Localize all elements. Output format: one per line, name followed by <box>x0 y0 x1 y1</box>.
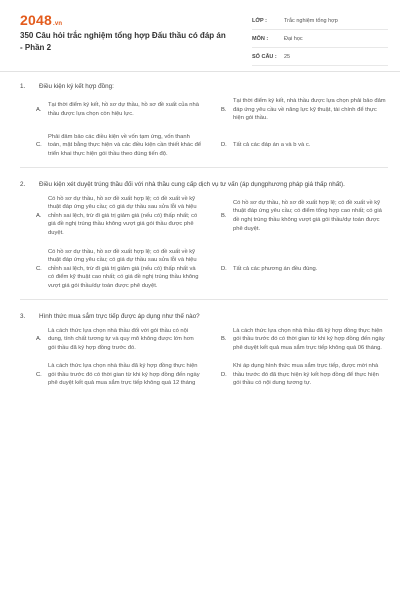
answer-options <box>20 327 388 389</box>
option-text: Tất cả các đáp án a và b và c. <box>233 142 311 149</box>
answer-options <box>20 97 388 159</box>
option-text: Khi áp dụng hình thức mua sắm trực tiếp, được mời nhà thầu trước đó đã thực hiện ký kết hợp đồng để thực hiện gói thầu có nội dung tương tự. <box>233 363 379 387</box>
option-c[interactable] <box>36 248 203 291</box>
meta-value: Đại học <box>284 35 303 42</box>
option-letter: B. <box>221 212 227 219</box>
option-a[interactable] <box>36 97 203 123</box>
logo-suffix: .vn <box>52 21 63 27</box>
option-d[interactable] <box>221 133 388 159</box>
question-2 <box>20 180 388 300</box>
option-text: Có hồ sơ dự thầu, hồ sơ đề xuất hợp lệ; có đề xuất về kỹ thuật đáp ứng yêu cầu; có điểm tổng hợp cao nhất; có giá đề nghị trúng thầu không vượt giá gói thầu/dự toán được phê duyệt. <box>233 199 382 232</box>
divider <box>20 167 388 168</box>
question-list <box>20 82 388 396</box>
option-a[interactable] <box>36 195 203 238</box>
option-letter: B. <box>221 336 227 343</box>
option-letter: C. <box>36 265 42 272</box>
meta-row-subject <box>252 30 388 48</box>
option-text: Phải đảm bảo các điều kiện về vốn tạm ứng, vốn thanh toán, mặt bằng thực hiện và các điều kiện cần thiết khác để triển khai thực hiện gói thầu theo đúng tiến độ. <box>48 133 202 157</box>
question-header <box>20 312 388 321</box>
meta-row-class <box>252 12 388 30</box>
meta-key: LỚP : <box>252 17 267 24</box>
document-title: 350 Câu hỏi trắc nghiệm tổng hợp Đấu thầu có đáp án - Phần 2 <box>20 31 226 52</box>
option-c[interactable] <box>36 133 203 159</box>
option-letter: D. <box>221 371 227 378</box>
option-b[interactable] <box>221 327 388 353</box>
question-text: Điều kiện xét duyệt trúng thầu đối với nhà thầu cung cấp dịch vụ tư vấn (áp dụngphương pháp giá thấp nhất). <box>39 180 345 188</box>
question-3 <box>20 312 388 389</box>
option-d[interactable] <box>221 362 388 388</box>
option-text: Là cách thức lựa chọn nhà thầu đối với gói thầu có nội dung, tính chất tương tự và quy mô không được lớn hơn gói thầu đã ký hợp đồng trước đó. <box>48 327 194 351</box>
meta-key: MÔN : <box>252 35 269 42</box>
site-logo[interactable] <box>20 12 62 28</box>
option-letter: C. <box>36 371 42 378</box>
option-d[interactable] <box>221 248 388 291</box>
question-1 <box>20 82 388 168</box>
option-text: Là cách thức lựa chọn nhà thầu đã ký hợp đồng thực hiện gói thầu trước đó có thời gian từ khi ký hợp đồng đến ngày phê duyệt kết quả mua sắm trực tiếp không quá 12 tháng <box>48 363 200 387</box>
meta-key: SỐ CÂU : <box>252 53 277 60</box>
meta-value: 25 <box>284 53 291 60</box>
answer-options <box>20 195 388 291</box>
meta-row-question-count <box>252 48 388 66</box>
option-text: Tất cả các phương án đều đúng. <box>233 265 318 272</box>
question-text: Hình thức mua sắm trực tiếp được áp dụng như thế nào? <box>39 312 200 320</box>
option-letter: D. <box>221 265 227 272</box>
logo-main: 2048 <box>20 12 52 28</box>
option-letter: B. <box>221 106 227 113</box>
document-header <box>0 0 400 72</box>
divider <box>20 299 388 300</box>
option-b[interactable] <box>221 97 388 123</box>
meta-value: Trắc nghiệm tổng hợp <box>284 17 338 24</box>
option-text: Có hồ sơ dự thầu, hồ sơ đề xuất hợp lệ; có đề xuất về kỹ thuật đáp ứng yêu cầu; có giá dự thầu sau sửa lỗi và hiệu chỉnh sai lệch, trừ đi giá trị giảm giá (nếu có) thấp nhất và có điểm kỹ thuật cao nhất; có giá đề nghị trúng thầu không vượt giá gói thầu/dự toán được phê duyệt. <box>48 248 199 289</box>
question-number: 3. <box>20 312 26 320</box>
question-header <box>20 180 388 189</box>
option-c[interactable] <box>36 362 203 388</box>
option-text: Tại thời điểm ký kết, hồ sơ dự thầu, hồ sơ đề xuất của nhà thầu được lựa chọn còn hiệu lực. <box>48 102 199 117</box>
option-letter: A. <box>36 212 42 219</box>
question-number: 1. <box>20 83 26 90</box>
question-header <box>20 82 388 91</box>
option-letter: A. <box>36 106 42 113</box>
option-a[interactable] <box>36 327 203 353</box>
option-letter: D. <box>221 142 227 149</box>
option-text: Là cách thức lựa chọn nhà thầu đã ký hợp đồng thực hiện gói thầu trước đó có thời gian từ khi ký hợp đồng đến ngày phê duyệt kết quả mua sắm trực tiếp không quá 06 tháng. <box>233 327 385 351</box>
question-text: Điều kiện ký kết hợp đồng: <box>39 83 114 90</box>
option-letter: C. <box>36 142 42 149</box>
question-number: 2. <box>20 180 26 188</box>
option-text: Tại thời điểm ký kết, nhà thầu được lựa chọn phải bảo đảm đáp ứng yêu cầu về năng lực kỹ thuật, tài chính để thực hiện gói thầu. <box>233 98 386 122</box>
option-text: Có hồ sơ dự thầu, hồ sơ đề xuất hợp lệ; có đề xuất về kỹ thuật đáp ứng yêu cầu; có giá dự thầu sau sửa lỗi và hiệu chỉnh sai lệch, trừ đi giá trị giảm giá (nếu có) thấp nhất; có giá đề nghị trúng thầu không vượt giá gói thầu được phê duyệt. <box>48 195 198 236</box>
option-letter: A. <box>36 336 42 343</box>
document-meta <box>252 12 388 66</box>
option-b[interactable] <box>221 195 388 238</box>
